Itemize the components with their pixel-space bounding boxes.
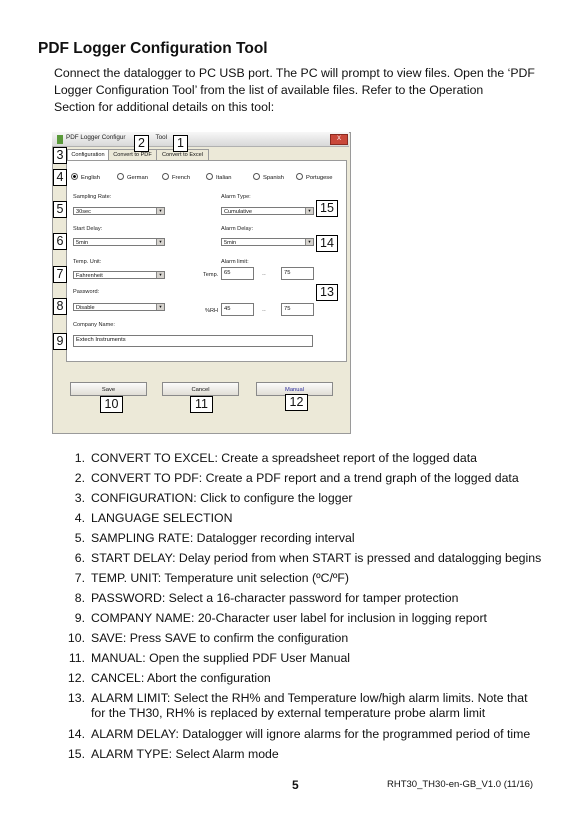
radio-german[interactable]: German: [117, 173, 148, 181]
page-number: 5: [292, 778, 299, 792]
temp-unit-label: Temp. Unit:: [73, 259, 102, 265]
chevron-down-icon: ▼: [305, 239, 313, 245]
company-name-label: Company Name:: [73, 322, 115, 328]
radio-selected-icon: [71, 173, 78, 180]
document-reference: RHT30_TH30-en-GB_V1.0 (11/16): [387, 779, 534, 790]
company-name-input[interactable]: Extech Instruments: [73, 335, 313, 347]
callout-5: 5: [53, 201, 67, 218]
callout-7: 7: [53, 266, 67, 283]
configuration-panel: [66, 160, 347, 362]
rh-low-input[interactable]: 45: [221, 303, 254, 316]
callout-1: 1: [173, 135, 188, 152]
save-button[interactable]: Save: [70, 382, 147, 396]
callout-15: 15: [316, 200, 338, 217]
password-select[interactable]: Disable ▼: [73, 303, 165, 311]
callout-14: 14: [316, 235, 338, 252]
alarm-delay-select[interactable]: 5min ▼: [221, 238, 314, 246]
alarm-limit-label: Alarm limit:: [221, 259, 249, 265]
range-separator: --: [262, 272, 266, 278]
alarm-type-label: Alarm Type:: [221, 194, 251, 200]
radio-icon: [253, 173, 260, 180]
callout-2: 2: [134, 135, 149, 152]
manual-button[interactable]: Manual: [256, 382, 333, 396]
chevron-down-icon: ▼: [156, 272, 164, 278]
callout-8: 8: [53, 298, 67, 315]
rh-limit-label: %RH: [205, 308, 219, 314]
radio-portugese[interactable]: Portugese: [296, 173, 332, 181]
radio-icon: [206, 173, 213, 180]
radio-english[interactable]: English: [71, 173, 100, 181]
close-icon[interactable]: X: [330, 134, 348, 145]
alarm-delay-label: Alarm Delay:: [221, 226, 254, 232]
callout-3: 3: [53, 147, 67, 164]
temp-unit-select[interactable]: Fahrenheit ▼: [73, 271, 165, 279]
intro-line: Logger Configuration Tool’ from the list of available files. Refer to the Operation: [54, 83, 484, 97]
temp-limit-label: Temp.: [203, 272, 219, 278]
cancel-button[interactable]: Cancel: [162, 382, 239, 396]
callout-10: 10: [100, 396, 123, 413]
callout-9: 9: [53, 333, 67, 350]
intro-line: Connect the datalogger to PC USB port. The PC will prompt to view files. Open the ‘PDF: [54, 66, 535, 80]
sampling-rate-select[interactable]: 30sec ▼: [73, 207, 165, 215]
window-title: PDF Logger Configur Tool: [66, 134, 168, 141]
callout-6: 6: [53, 233, 67, 250]
chevron-down-icon: ▼: [156, 304, 164, 310]
temp-low-input[interactable]: 65: [221, 267, 254, 280]
radio-french[interactable]: French: [162, 173, 190, 181]
password-label: Password:: [73, 289, 100, 295]
intro-line: Section for additional details on this tool:: [54, 100, 275, 114]
radio-icon: [117, 173, 124, 180]
callout-12: 12: [285, 394, 308, 411]
rh-high-input[interactable]: 75: [281, 303, 314, 316]
callout-13: 13: [316, 284, 338, 301]
chevron-down-icon: ▼: [156, 208, 164, 214]
tab-convert-to-pdf[interactable]: Convert to PDF: [108, 149, 157, 161]
app-icon: [57, 135, 63, 144]
chevron-down-icon: ▼: [156, 239, 164, 245]
tab-convert-to-excel[interactable]: Convert to Excel: [156, 149, 209, 161]
radio-italian[interactable]: Italian: [206, 173, 231, 181]
alarm-type-select[interactable]: Cumulative ▼: [221, 207, 314, 215]
callout-11: 11: [190, 396, 213, 413]
intro-paragraph: [54, 65, 554, 116]
callout-4: 4: [53, 169, 67, 186]
tab-configuration[interactable]: Configuration: [67, 149, 109, 162]
temp-high-input[interactable]: 75: [281, 267, 314, 280]
start-delay-label: Start Delay:: [73, 226, 103, 232]
chevron-down-icon: ▼: [305, 208, 313, 214]
page-title: PDF Logger Configuration Tool: [38, 40, 268, 57]
radio-icon: [162, 173, 169, 180]
range-separator: --: [262, 308, 266, 314]
radio-icon: [296, 173, 303, 180]
radio-spanish[interactable]: Spanish: [253, 173, 284, 181]
start-delay-select[interactable]: 5min ▼: [73, 238, 165, 246]
sampling-rate-label: Sampling Rate:: [73, 194, 112, 200]
